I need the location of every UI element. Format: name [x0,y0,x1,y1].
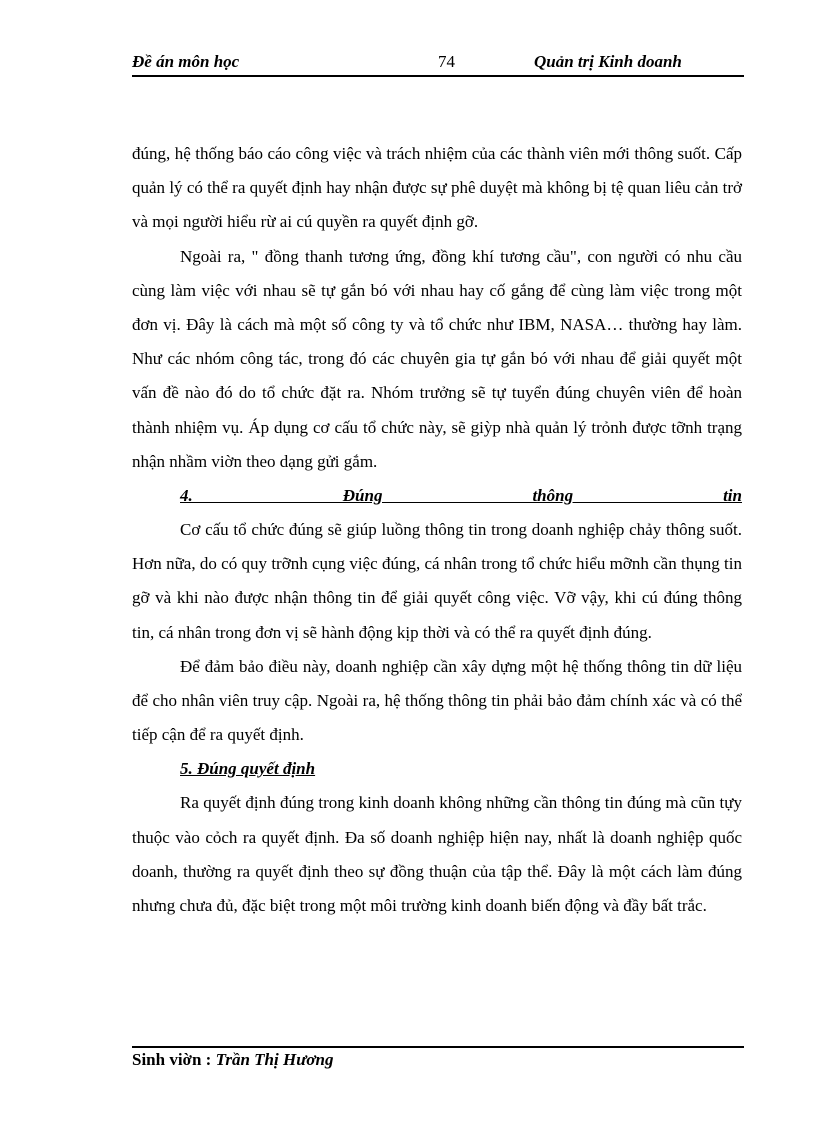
section-heading-5: 5. Đúng quyết định [180,759,316,779]
page-number: 74 [438,52,455,71]
paragraph: Ra quyết định đúng trong kinh doanh không những cần thông tin đúng mà cũn tựy thuộc vào cỏch ra quyết định. Đa số doanh nghiệp hiện nay, nhất là doanh nghiệp quốc doanh, thường ra quyết định theo sự đồng thuận của tập thể. Đây là một cách làm đúng nhưng chưa đủ, đặc biệt trong một môi trường kinh doanh biến động và đầy bất trắc. [132,793,742,916]
page-body [132,137,742,923]
student-label: Sinh viờn : [132,1050,216,1069]
page-footer [132,1050,333,1070]
paragraph: Ngoài ra, " đồng thanh tương ứng, đồng khí tương cầu", con người có nhu cầu cùng làm việc với nhau sẽ tự gắn bó với nhau hay cố gắng để cùng làm việc trong một đơn vị. Đây là cách mà một số công ty và tổ chức như IBM, NASA… thường hay làm. Như các nhóm công tác, trong đó các chuyên gia tự gắn bó với nhau để giải quyết một vấn đề nào đó do tổ chức đặt ra. Nhóm trưởng sẽ tự tuyển đúng chuyên viên để hoàn thành nhiệm vụ. Áp dụng cơ cấu tổ chức này, sẽ giỳp nhà quản lý trỏnh được tỡnh trạng nhận nhầm viờn theo dạng gửi gắm. [132,246,742,471]
department-title: Quản trị Kinh doanh [534,52,682,71]
paragraph-continued: đúng, hệ thống báo cáo công việc và trách nhiệm của các thành viên mới thông suốt. Cấp quản lý có thể ra quyết định hay nhận được sự phê duyệt mà không bị tệ quan liêu cản trở và mọi người hiểu rừ ai cú quyền ra quyết định gỡ. [132,144,742,232]
student-name: Trần Thị Hương [215,1050,334,1069]
section-heading-4: 4. Đúng thông tin [180,486,742,506]
paragraph: Để đảm bảo điều này, doanh nghiệp cần xây dựng một hệ thống thông tin dữ liệu để cho nhân viên truy cập. Ngoài ra, hệ thống thông tin phải bảo đảm chính xác và có thể tiếp cận để ra quyết định. [132,656,742,745]
footer-divider [132,1046,744,1048]
course-title: Đề án môn học [132,52,240,71]
paragraph: Cơ cấu tổ chức đúng sẽ giúp luồng thông tin trong doanh nghiệp chảy thông suốt. Hơn nữa, do có quy trỡnh cụng việc đúng, cá nhân trong tổ chức hiểu mỡnh cần thụng tin gỡ và khi nào được nhận thông tin để giải quyết công việc. Vỡ vậy, khi cú đúng thông tin, cá nhân trong đơn vị sẽ hành động kịp thời và có thể ra quyết định đúng. [132,520,742,642]
header-divider [132,75,744,77]
